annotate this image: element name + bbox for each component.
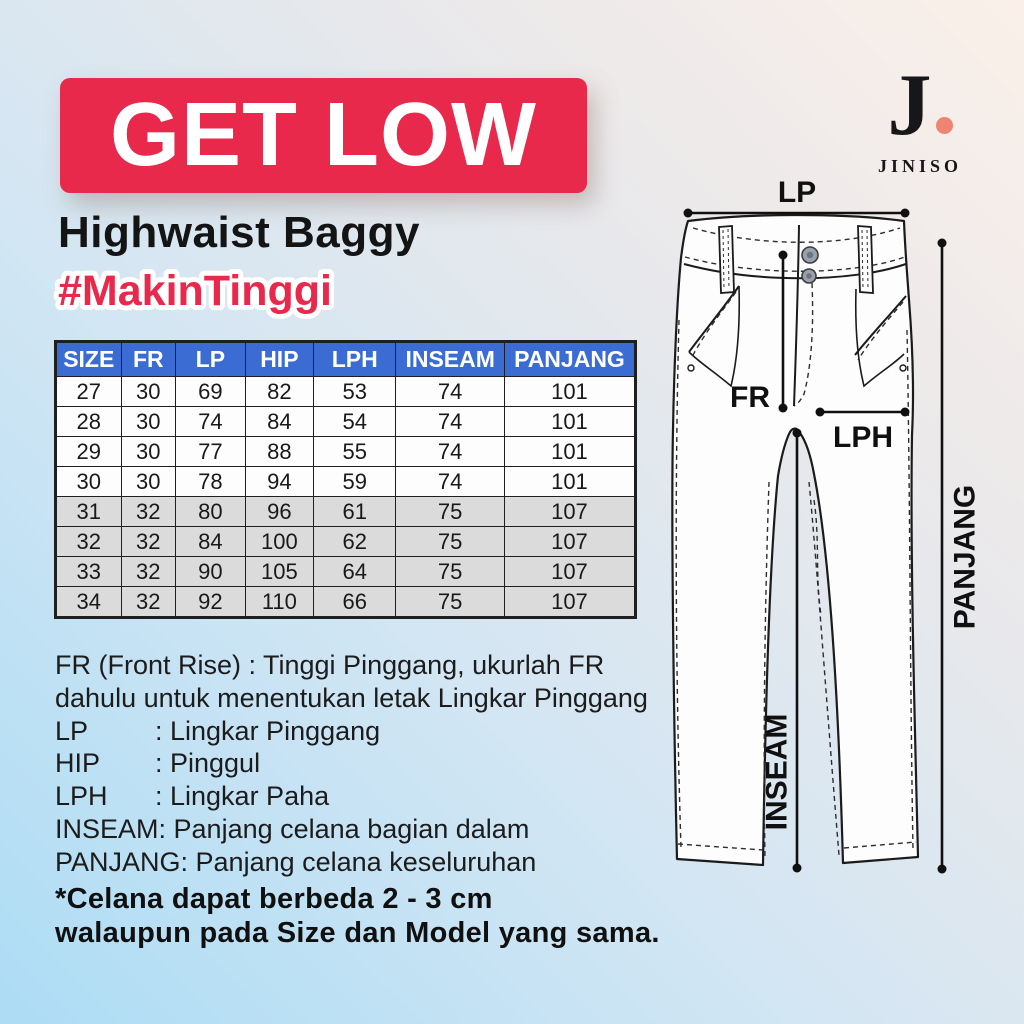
table-cell: 62 [314,527,396,557]
legend-definition: : Lingkar Pinggang [155,715,381,746]
table-cell: 107 [504,557,635,587]
table-cell: 34 [56,587,122,618]
legend-item [55,747,680,780]
table-cell: 74 [396,467,504,497]
table-cell: 28 [56,407,122,437]
table-header [56,342,636,377]
logo-initial: J [887,57,932,154]
legend-definition: : Panjang celana keseluruhan [180,846,537,877]
label-inseam: INSEAM [760,713,794,831]
table-cell: 75 [396,587,504,618]
table-cell: 31 [56,497,122,527]
pants-measurement-diagram [640,170,1024,890]
table-cell: 94 [245,467,313,497]
legend-items [55,715,680,879]
column-header: PANJANG [504,342,635,377]
table-cell: 88 [245,437,313,467]
brand-logo [866,57,974,177]
legend-term: LPH [55,781,108,812]
table-cell: 90 [176,557,246,587]
table-cell: 61 [314,497,396,527]
table-cell: 55 [314,437,396,467]
label-lph: LPH [833,421,893,454]
table-cell: 74 [396,407,504,437]
column-header: LPH [314,342,396,377]
label-fr: FR [730,381,770,414]
table-row [56,557,636,587]
size-chart-table [54,340,637,619]
table-row [56,467,636,497]
table-cell: 74 [396,437,504,467]
table-cell: 74 [176,407,246,437]
table-cell: 74 [396,377,504,407]
legend-item [55,715,680,748]
table-row [56,437,636,467]
legend-definition: : Pinggul [155,748,261,779]
table-cell: 82 [245,377,313,407]
table-cell: 101 [504,377,635,407]
hashtag [46,254,506,326]
footnote-line2: walaupun pada Size dan Model yang sama. [55,916,660,949]
table-cell: 75 [396,527,504,557]
product-name: Highwaist Baggy [58,208,420,257]
table-row [56,527,636,557]
footnote-line1: *Celana dapat berbeda 2 - 3 cm [55,883,493,915]
table-cell: 77 [176,437,246,467]
table-cell: 29 [56,437,122,467]
table-row [56,407,636,437]
logo-name: JINISO [877,156,963,176]
table-cell: 32 [121,527,176,557]
table-cell: 80 [176,497,246,527]
table-cell: 64 [314,557,396,587]
table-header-row [56,342,636,377]
product-line-banner [60,78,587,193]
table-cell: 59 [314,467,396,497]
logo-mark [866,57,974,154]
column-header: FR [121,342,176,377]
footnote [55,883,660,950]
table-cell: 110 [245,587,313,618]
column-header: SIZE [56,342,122,377]
label-panjang: PANJANG [948,484,982,630]
table-body [56,377,636,618]
table-cell: 84 [245,407,313,437]
table-cell: 107 [504,497,635,527]
table-cell: 100 [245,527,313,557]
table-cell: 32 [121,587,176,618]
table-row [56,377,636,407]
column-header: LP [176,342,246,377]
legend-item [55,846,680,879]
legend-term: LP [55,715,89,746]
table-cell: 96 [245,497,313,527]
legend-term: PANJANG [55,846,181,877]
jeans-outline [672,215,918,865]
logo-dot-icon [936,117,953,134]
legend-intro-line2: dahulu untuk menentukan letak Lingkar Pinggang [55,682,648,713]
column-header: INSEAM [396,342,504,377]
table-cell: 33 [56,557,122,587]
measurement-legend [55,649,680,879]
table-cell: 101 [504,437,635,467]
table-cell: 30 [56,467,122,497]
banner-text: GET LOW [110,85,537,185]
table-cell: 53 [314,377,396,407]
legend-item [55,780,680,813]
column-header: HIP [245,342,313,377]
legend-intro-line1: FR (Front Rise) : Tinggi Pinggang, ukurlah FR [55,650,605,680]
legend-term: INSEAM [55,813,159,844]
table-cell: 78 [176,467,246,497]
table-cell: 32 [121,497,176,527]
table-cell: 66 [314,587,396,618]
table-cell: 30 [121,437,176,467]
label-lp: LP [777,176,817,209]
table-cell: 101 [504,407,635,437]
table-cell: 30 [121,407,176,437]
table-cell: 32 [56,527,122,557]
table-cell: 107 [504,527,635,557]
table-cell: 107 [504,587,635,618]
legend-item [55,813,680,846]
table-row [56,587,636,618]
table-cell: 92 [176,587,246,618]
table-cell: 27 [56,377,122,407]
legend-definition: : Panjang celana bagian dalam [158,813,530,844]
table-cell: 101 [504,467,635,497]
table-row [56,497,636,527]
legend-definition: : Lingkar Paha [155,781,330,812]
table-cell: 75 [396,557,504,587]
hashtag-text: #MakinTinggi [58,267,332,315]
table-cell: 105 [245,557,313,587]
table-cell: 84 [176,527,246,557]
table-cell: 30 [121,467,176,497]
table-cell: 69 [176,377,246,407]
table-cell: 54 [314,407,396,437]
table-cell: 75 [396,497,504,527]
table-cell: 30 [121,377,176,407]
legend-term: HIP [55,748,101,779]
table-cell: 32 [121,557,176,587]
